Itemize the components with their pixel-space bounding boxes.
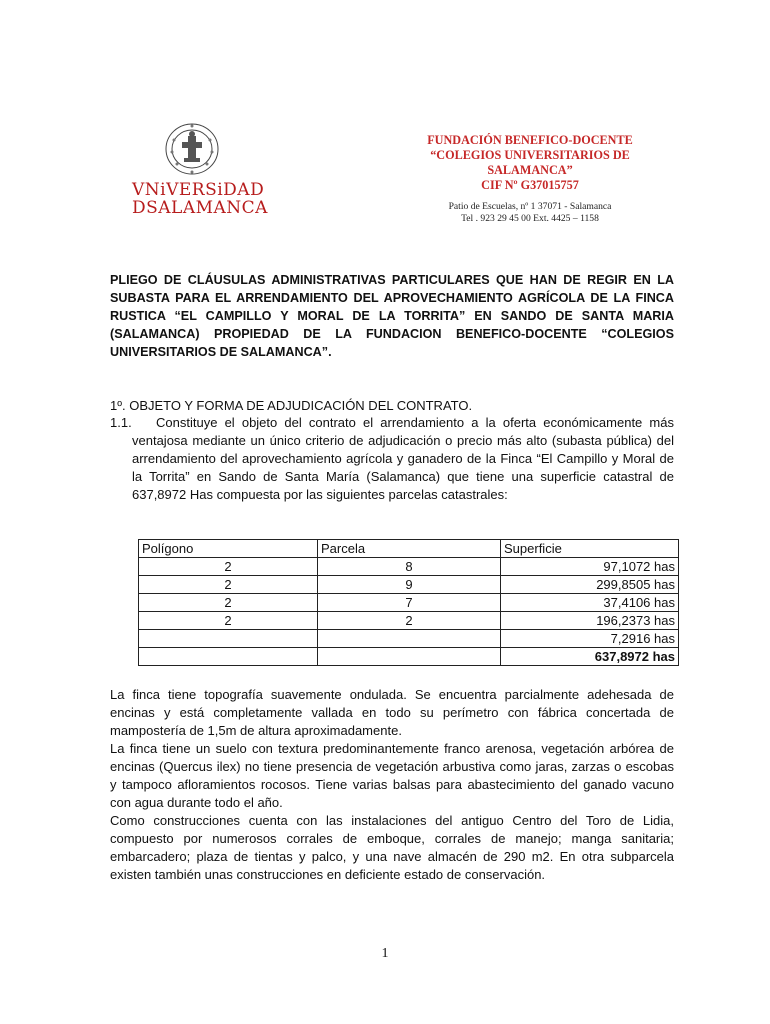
section-heading: 1º. OBJETO Y FORMA DE ADJUDICACIÓN DEL CONTRATO. bbox=[110, 398, 473, 413]
foundation-header bbox=[410, 133, 650, 193]
cell-superficie: 7,2916 has bbox=[501, 630, 679, 648]
cell-superficie: 299,8505 has bbox=[501, 576, 679, 594]
cell-poligono: 2 bbox=[139, 558, 318, 576]
clause-text: Constituye el objeto del contrato el arrendamiento a la oferta económicamente más ventajosa mediante un único criterio de adjudicación o precio más alto (subasta pública) del arrendamiento del aprovechamiento agrícola y ganadero de la Finca “El Campillo y Moral de la Torrita” en Sando de Santa María (Salamanca) que tiene una superficie catastral de 637,8972 Has compuesta por las siguientes parcelas catastrales: bbox=[132, 415, 674, 502]
foundation-name-line2: “COLEGIOS UNIVERSITARIOS DE bbox=[430, 148, 630, 162]
foundation-phone: Tel . 923 29 45 00 Ext. 4425 – 1158 bbox=[461, 213, 599, 224]
table-row bbox=[139, 612, 679, 630]
table-header-row bbox=[139, 540, 679, 558]
description bbox=[110, 686, 674, 884]
cell-empty bbox=[139, 648, 318, 666]
cell-total: 637,8972 has bbox=[501, 648, 679, 666]
foundation-cif: CIF Nº G37015757 bbox=[481, 178, 579, 192]
cell-empty bbox=[318, 648, 501, 666]
logo-text-line2: DSALAMANCA bbox=[132, 198, 268, 218]
document-title: PLIEGO DE CLÁUSULAS ADMINISTRATIVAS PARTICULARES QUE HAN DE REGIR EN LA SUBASTA PARA EL ARRENDAMIENTO DEL APROVECHAMIENTO AGRÍCOLA DE LA FINCA RUSTICA “EL CAMPILLO Y MORAL DE LA TORRITA” EN SANDO DE SANTA MARIA (SALAMANCA) PROPIEDAD DE LA FUNDACION BENEFICO-DOCENTE “COLEGIOS UNIVERSITARIOS DE SALAMANCA”. bbox=[110, 273, 674, 359]
cell-poligono: 2 bbox=[139, 612, 318, 630]
table-total-row bbox=[139, 648, 679, 666]
cell-parcela bbox=[318, 630, 501, 648]
foundation-address: Patio de Escuelas, nº 1 37071 - Salamanca bbox=[448, 201, 612, 212]
page-number: 1 bbox=[381, 946, 389, 961]
cell-parcela: 7 bbox=[318, 594, 501, 612]
university-crest-icon bbox=[164, 122, 220, 176]
clause-number: 1.1. bbox=[110, 415, 132, 430]
cell-superficie: 196,2373 has bbox=[501, 612, 679, 630]
paragraph-constructions: Como construcciones cuenta con las instalaciones del antiguo Centro del Toro de Lidia, compuesto por numerosos corrales de emboque, corrales de manejo; manga sanitaria; embarcadero; plaza de tientas y palco, y una nave almacén de 290 m2. En otra subparcela existen también unas construcciones en deficiente estado de conservación. bbox=[110, 813, 674, 882]
foundation-name-line1: FUNDACIÓN BENEFICO-DOCENTE bbox=[427, 133, 633, 147]
header-superficie: Superficie bbox=[501, 540, 679, 558]
cell-poligono bbox=[139, 630, 318, 648]
header-poligono: Polígono bbox=[139, 540, 318, 558]
table-row bbox=[139, 594, 679, 612]
cell-parcela: 2 bbox=[318, 612, 501, 630]
foundation-name-line3: SALAMANCA” bbox=[487, 163, 573, 177]
paragraph-topography: La finca tiene topografía suavemente ondulada. Se encuentra parcialmente adehesada de encinas y está completamente vallada en todo su perímetro con fábrica concertada de mampostería de 1,5m de altura aproximadamente. bbox=[110, 687, 674, 738]
table-row bbox=[139, 576, 679, 594]
cell-superficie: 37,4106 has bbox=[501, 594, 679, 612]
logo-text-line1: VNiVERSiDAD bbox=[132, 180, 265, 200]
cell-poligono: 2 bbox=[139, 594, 318, 612]
cell-superficie: 97,1072 has bbox=[501, 558, 679, 576]
parcel-table bbox=[138, 539, 679, 666]
paragraph-soil: La finca tiene un suelo con textura predominantemente franco arenosa, vegetación arbórea de encinas (Quercus ilex) no tiene presencia de vegetación arbustiva como jaras, zarzas o escobas y tampoco afloramientos rocosos. Tiene varias balsas para abastecimiento del ganado vacuno con agua durante todo el año. bbox=[110, 741, 674, 810]
cell-parcela: 8 bbox=[318, 558, 501, 576]
table-row bbox=[139, 558, 679, 576]
foundation-contact bbox=[410, 201, 650, 225]
header-parcela: Parcela bbox=[318, 540, 501, 558]
cell-parcela: 9 bbox=[318, 576, 501, 594]
cell-poligono: 2 bbox=[139, 576, 318, 594]
table-row bbox=[139, 630, 679, 648]
